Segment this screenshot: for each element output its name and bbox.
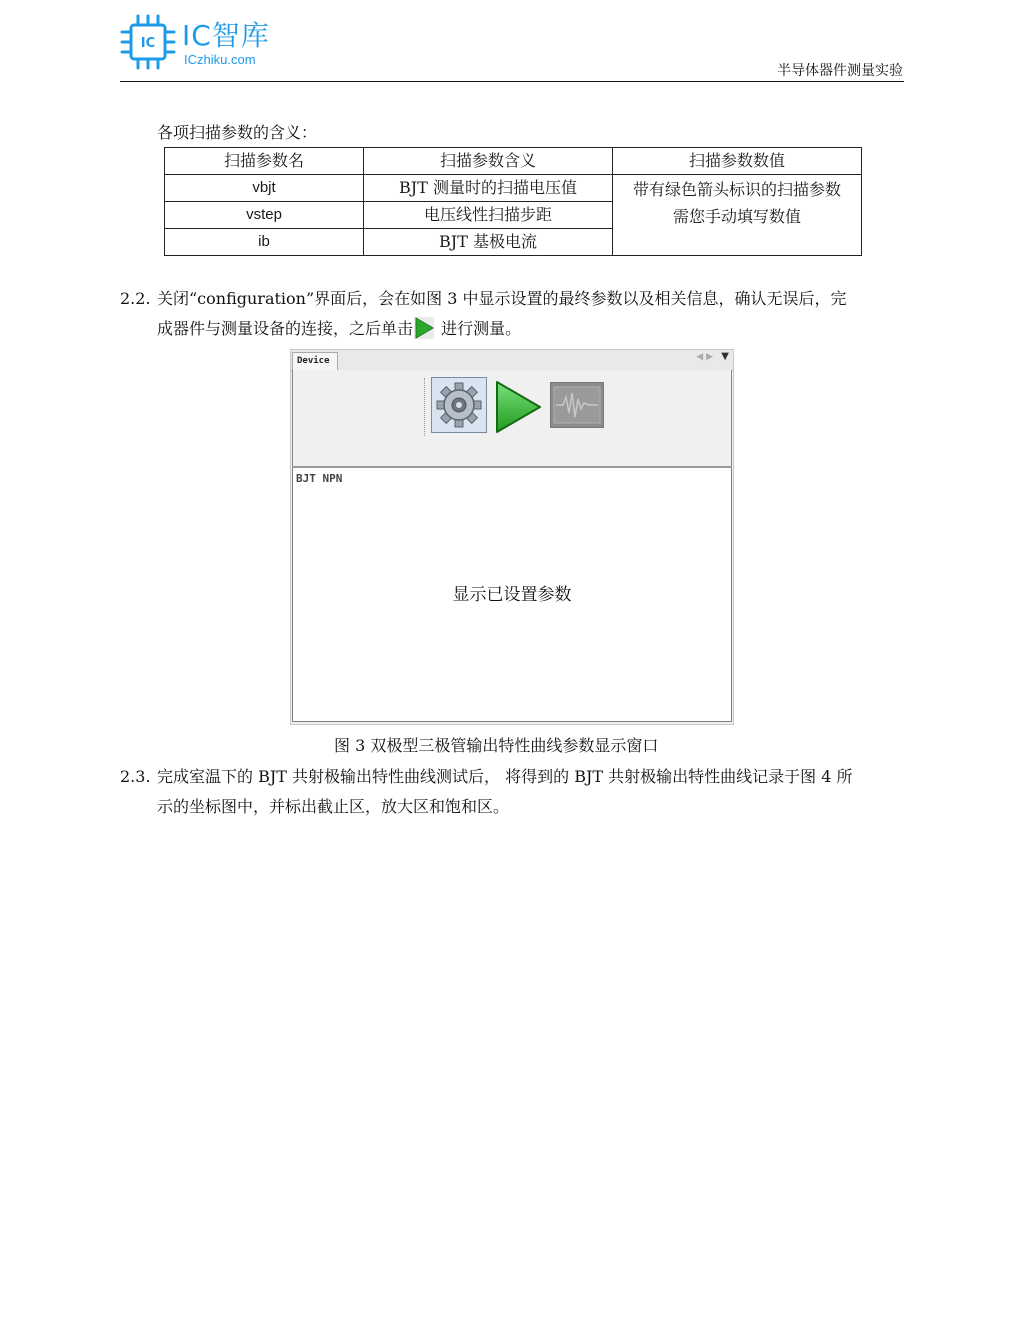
step-2-3-line2: 示的坐标图中，并标出截止区，放大区和饱和区。 — [157, 797, 510, 816]
document-title: 半导体器件测量实验 — [777, 63, 903, 79]
step-2-2-line1: 关闭“configuration”界面后，会在如图 3 中显示设置的最终参数以及相关信息，确认无误后，完 — [157, 289, 847, 308]
play-icon — [493, 379, 543, 435]
step-2-2-line2 — [157, 314, 907, 344]
step-number: 2.2. — [120, 289, 151, 308]
toolbar-separator — [424, 378, 425, 436]
table-row — [165, 175, 862, 202]
logo-title: IC智库 — [182, 19, 270, 52]
configuration-button[interactable] — [431, 377, 487, 433]
step-2-3-line1: 完成室温下的 BJT 共射极输出特性曲线测试后， 将得到的 BJT 共射极输出特性曲线记录于图 4 所 — [157, 767, 853, 786]
header-cell-value: 扫描参数数值 — [613, 148, 862, 175]
panel-center-text: 显示已设置参数 — [452, 585, 572, 605]
param-name-cell: vbjt — [165, 175, 364, 202]
logo — [120, 14, 176, 70]
gear-icon — [432, 378, 486, 432]
header-cell-name: 扫描参数名 — [165, 148, 364, 175]
device-type-label: BJT NPN — [296, 472, 343, 485]
table-header-row — [165, 148, 862, 175]
waveform-icon — [551, 383, 603, 427]
header-divider — [120, 81, 904, 82]
param-meaning-cell: BJT 测量时的扫描电压值 — [364, 175, 613, 202]
value-note-line: 带有绿色箭头标识的扫描参数 — [632, 180, 841, 199]
chip-label: IC — [140, 36, 156, 51]
play-icon — [414, 317, 434, 339]
run-measurement-button[interactable] — [493, 379, 543, 435]
parameter-display-panel — [292, 466, 732, 722]
logo-subtitle: ICzhiku.com — [184, 52, 256, 67]
step-number: 2.3. — [120, 767, 151, 786]
tab-menu-icon[interactable]: ▼ — [721, 351, 729, 362]
param-name-cell: ib — [165, 229, 364, 256]
chip-icon — [120, 14, 176, 70]
device-toolbar — [292, 370, 732, 466]
tab-bar — [291, 350, 733, 371]
param-name-cell: vstep — [165, 202, 364, 229]
header-cell-meaning: 扫描参数含义 — [364, 148, 613, 175]
param-value-note-cell — [613, 175, 862, 256]
step-2-2-line2-start: 成器件与测量设备的连接，之后单击 — [157, 319, 414, 338]
tab-device[interactable]: Device — [292, 352, 338, 370]
value-note-line: 需您手动填写数值 — [672, 207, 801, 226]
step-2-2-line2-end: 进行测量。 — [436, 319, 522, 338]
table-intro: 各项扫描参数的含义： — [157, 123, 318, 142]
scan-parameter-table — [164, 147, 862, 256]
device-window — [290, 349, 734, 725]
figure-caption: 图 3 双极型三极管输出特性曲线参数显示窗口 — [334, 736, 659, 755]
param-meaning-cell: 电压线性扫描步距 — [364, 202, 613, 229]
param-meaning-cell: BJT 基极电流 — [364, 229, 613, 256]
tab-scroll-arrows-icon[interactable]: ◀ ▶ — [696, 352, 713, 362]
waveform-display-button[interactable] — [550, 382, 604, 428]
